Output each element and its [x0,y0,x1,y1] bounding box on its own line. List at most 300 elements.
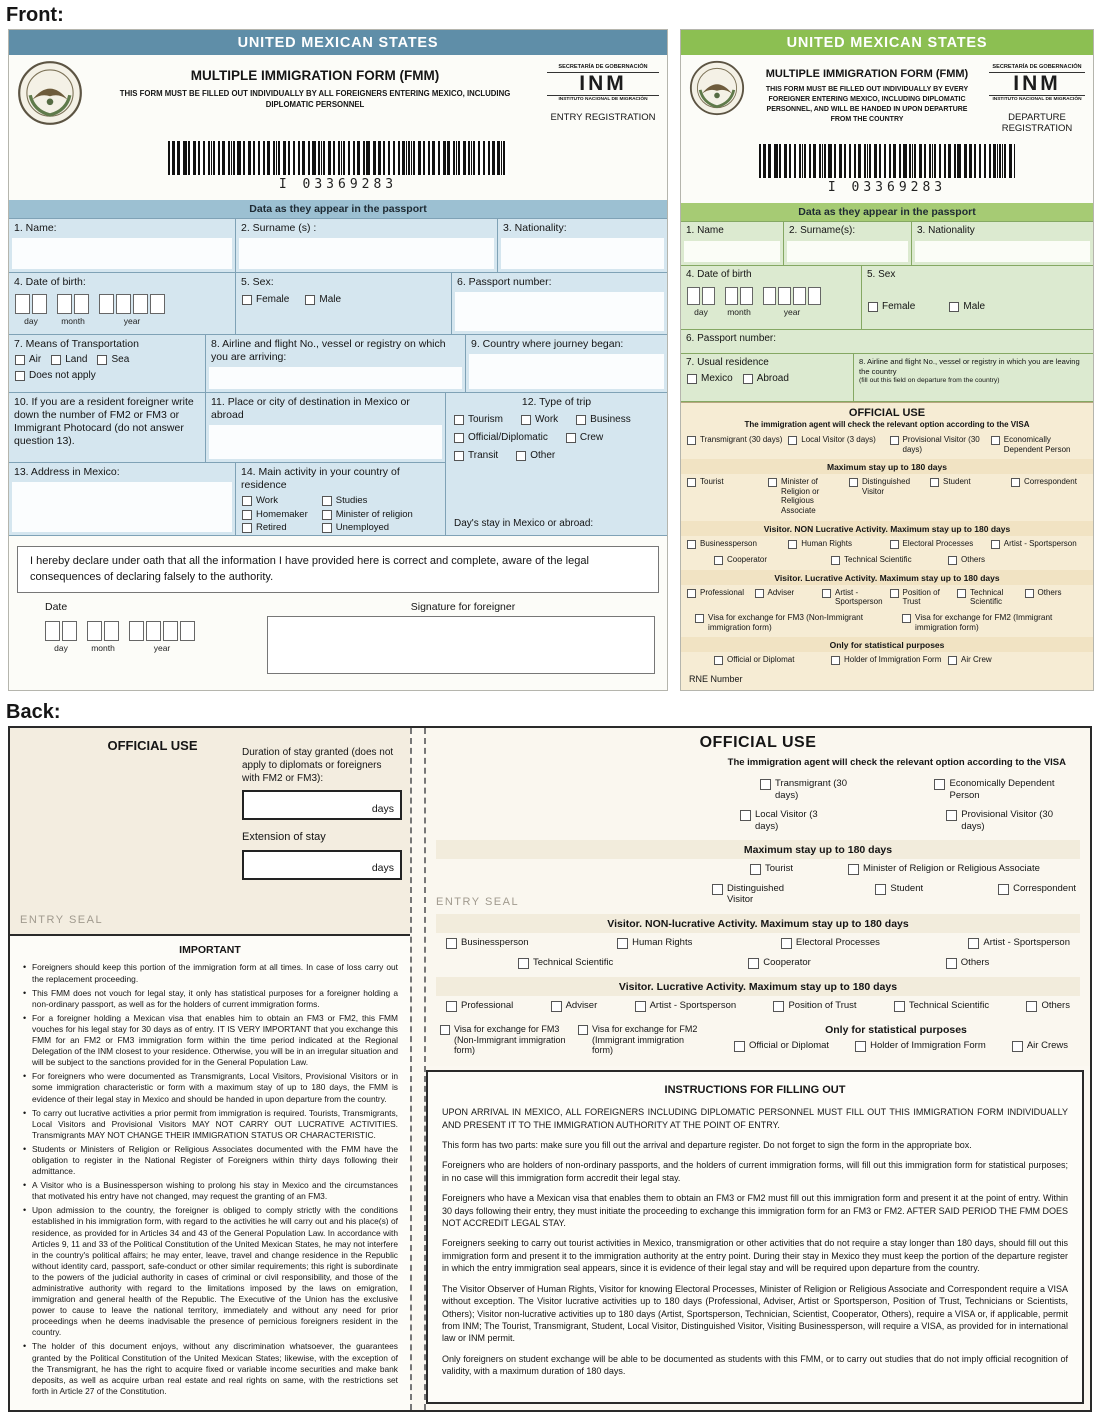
checkbox-label: Adviser [565,999,598,1011]
checkbox[interactable] [902,614,911,623]
checkbox-option [868,301,915,313]
barcode [759,144,1015,178]
checkbox-label: Official or Diplomat [727,655,795,665]
checkbox[interactable] [875,884,886,895]
official-use-title: OFFICIAL USE [848,407,926,420]
visa-exchange-options [681,610,1093,636]
important-bullet: • To carry out lucrative activities a prior permit from immigration is required. Tourists, Transmigrants, Local Visitors and Provisional Visitors MAY NOT CARRY OUT LUCRATIVE ACTIVITIES. Transmigrants MAY NOT CHANGE THEIR IMMIGRATION STATUS OR CHARACTERISTIC. [22,1108,398,1141]
date-digit-box[interactable] [808,287,821,305]
official-use-subtitle: The immigration agent will check the relevant option according to the VISA [744,420,1030,430]
checkbox[interactable] [242,295,252,305]
field-sex: 5. Sex: Female Male [235,273,451,334]
checkbox[interactable] [687,436,696,445]
checkbox-option [890,588,953,607]
date-digit-box[interactable] [133,294,148,314]
barcode-number: I 03369283 [827,180,947,196]
checkbox[interactable] [15,355,25,365]
date-digit-box[interactable] [45,621,60,641]
checkbox[interactable] [768,478,777,487]
instruction-paragraph: UPON ARRIVAL IN MEXICO, ALL FOREIGNERS INCLUDING DIPLOMATIC PERSONNEL MUST FILL OUT THIS IMMIGRATION FORM INDIVIDUALLY AND PRESENT IT TO THE IMMIGRATION AUTHORITY AT THE POINT OF ENTRY. [442,1107,1068,1130]
checkbox[interactable] [446,1001,457,1012]
checkbox-label: Electoral Processes [902,538,974,548]
name-input[interactable] [684,241,780,263]
date-digit-box[interactable] [104,621,119,641]
checkbox-option [946,809,1076,832]
checkbox-option [687,477,763,515]
checkbox[interactable] [322,496,332,506]
field-sex: 5. Sex Female Male [861,266,1093,329]
checkbox-label: Tourist [765,863,793,875]
date-label: Date [45,601,68,614]
field-main-activity: 14. Main activity in your country of residence Work Homemaker Retired Studies Minister of religion Unemployed [235,463,445,535]
important-bullet: • For foreigners who were documented as Transmigrants, Local Visitors, Provisional Visitors or in some immigration characteristic or form with a maximum stay of up to 180 days, the FMM is evidence of their legal stay in Mexico and should be handed in upon departure from the country. [22,1071,398,1104]
checkbox-option [576,414,631,426]
checkbox-option [516,450,555,462]
checkbox[interactable] [748,958,759,969]
field-name [9,219,235,272]
checkbox[interactable] [788,540,797,549]
checkbox-option [712,883,800,906]
checkbox[interactable] [516,451,526,461]
surname-input[interactable] [239,238,494,269]
checkbox-option [991,539,1087,549]
checkbox-option [1025,588,1088,607]
checkbox-label: Abroad [756,372,789,384]
checkbox[interactable] [518,958,529,969]
checkbox[interactable] [242,523,252,533]
checkbox[interactable] [322,510,332,520]
checkbox[interactable] [773,1001,784,1012]
checkbox-option [521,414,558,426]
checkbox-label: Transit [468,450,499,462]
entry-registration-label: ENTRY REGISTRATION [550,112,656,124]
important-bullet: • Students or Ministers of Religion or Religious Associates documented with the FMM have the obligation to register in the National Register of Foreigners within thirty days following their admittance. [22,1144,398,1177]
checkbox-option [890,435,986,454]
checkbox[interactable] [305,295,315,305]
checkbox-option [617,937,692,949]
checkbox-option [930,477,1006,515]
nationality-input[interactable] [915,241,1090,263]
rne-number-label: RNE Number [689,674,743,685]
checkbox-label: Local Visitor (3 days) [755,809,818,832]
checkbox-label: Transmigrant (30 days) [700,435,783,445]
checkbox-label: Provisional Visitor (30 days) [902,435,980,454]
checkbox[interactable] [781,938,792,949]
field-airline-departure: 8. Airline and flight No., vessel or registry in which you are leaving the country (fill out this field on departure from the country) [853,354,1093,401]
date-digit-box[interactable] [687,287,700,305]
date-digit-box[interactable] [87,621,102,641]
checkbox-label: Technical Scientific [533,956,614,968]
important-bullet: • Foreigners should keep this portion of the immigration form at all times. In case of loss carry out the replacement proceeding. [22,962,398,984]
checkbox-option [714,655,826,665]
date-digit-box[interactable] [725,287,738,305]
checkbox[interactable] [948,556,957,565]
checkbox[interactable] [740,810,751,821]
checkbox[interactable] [322,523,332,533]
checkbox[interactable] [635,1001,646,1012]
lucrative-header: Visitor. Lucrative Activity. Maximum stay up to 180 days [436,977,1080,996]
checkbox[interactable] [946,810,957,821]
checkbox-option [948,655,1060,665]
checkbox[interactable] [51,355,61,365]
checkbox-label: Does not apply [29,370,96,382]
front-label: Front: [6,4,64,26]
checkbox[interactable] [578,1025,588,1035]
checkbox-option [998,883,1076,906]
checkbox[interactable] [822,589,831,598]
important-bullet: • The holder of this document enjoys, without any discrimination whatsoever, the guarantees granted by the Political Constitution of the United Mexican States; likewise, with the exception of the Transmigrant, he has the right to acquire fixed or variable income securities and make bank deposits, as well as acquire urban real estate and real rights on same, with the restrictions set forth in Article 27 of the Constitution. [22,1341,398,1396]
checkbox-option [949,301,985,313]
checkbox-option [948,555,1060,565]
checkbox[interactable] [454,415,464,425]
departure-header: UNITED MEXICAN STATES [681,30,1093,55]
checkbox[interactable] [687,540,696,549]
checkbox[interactable] [849,478,858,487]
back-label: Back: [6,701,61,724]
front-page [0,29,1100,697]
statistical-options [681,652,1093,668]
instruction-paragraph: Foreigners who have a Mexican visa that enables them to obtain an FM3 or FM2 must fill out this immigration form and present it at the point of entry. Within 30 days following their entry, they must initiate the proceeding to exchange this immigration form for an FM3 or FM2. AFTER SAID PERIOD THE FMM DOES NOT ACCREDIT LEGAL STAY. [442,1193,1068,1229]
max-stay-options [681,474,1093,518]
checkbox-option [687,539,783,549]
checkbox-option [454,414,503,426]
checkbox-label: Air [29,354,42,366]
field-transportation: 7. Means of Transportation Air Land Sea Does not apply [9,335,205,392]
checkbox-option [894,1000,989,1012]
checkbox-label: Cooperator [727,554,768,564]
date-of-birth-input[interactable]: day month year [681,283,861,319]
checkbox-label: Position of Trust [902,587,940,607]
signature-box[interactable] [267,616,655,674]
checkbox-label: Holder of Immigration Form [844,655,942,665]
date-digit-box[interactable] [740,287,753,305]
checkbox[interactable] [566,433,576,443]
checkbox-option [855,1040,986,1052]
checkbox-label: Businessperson [700,538,757,548]
field-country-began: 9. Country where journey began: [465,335,667,392]
checkbox-label: Sea [111,354,130,366]
checkbox-label: Homemaker [256,508,308,520]
checkbox[interactable] [1011,478,1020,487]
checkbox[interactable] [957,589,966,598]
date-digit-box[interactable] [32,294,47,314]
visa-options-row2 [736,805,1080,836]
signature-label: Signature for foreigner [410,601,516,614]
checkbox-label: Technical Scientific [970,587,1004,607]
checkbox[interactable] [991,540,1000,549]
checkbox-label: Tourist [700,477,724,487]
checkbox[interactable] [868,302,878,312]
date-digit-box[interactable] [146,621,161,641]
checkbox[interactable] [1026,1001,1037,1012]
field-surname-label: 2. Surname (s) : [241,222,317,234]
checkbox-label: Student [943,477,971,487]
checkbox-option [849,477,925,515]
departure-registration-label: DEPARTURE REGISTRATION [1001,112,1073,135]
checkbox[interactable] [855,1041,866,1052]
date-digit-box[interactable] [62,621,77,641]
checkbox-label: Electoral Processes [795,936,880,948]
departure-form-subtitle: THIS FORM MUST BE FILLED OUT INDIVIDUALLY BY EVERY FOREIGNER ENTERING MEXICO, INCLUDING DIPLOMATIC PERSONNEL, AND WILL BE HANDED IN UPON DEPARTURE FROM THE COUNTRY [765,86,969,124]
date-digit-box[interactable] [57,294,72,314]
checkbox-option [687,588,750,607]
checkbox[interactable] [242,510,252,520]
field-name: 1. Name [681,222,783,265]
nonlucrative-header: Visitor. NON-lucrative Activity. Maximum stay up to 180 days [436,914,1080,933]
checkbox-option [242,294,289,306]
checkbox[interactable] [714,556,723,565]
checkbox[interactable] [440,1025,450,1035]
back-page [8,726,1092,1411]
checkbox-option [454,450,498,462]
checkbox-option [748,957,811,969]
checkbox-option [934,778,1076,801]
lucrative-options [436,996,1080,1016]
field-usual-residence: 7. Usual residence Mexico Abroad [681,354,853,401]
declaration-text: I hereby declare under oath that all the information I have provided here is correct and complete, aware of the legal consequences of declaring falsely to the authority. [17,546,659,593]
back-right-official-use [426,728,1090,1066]
instructions-title: INSTRUCTIONS FOR FILLING OUT [664,1084,846,1097]
checkbox[interactable] [894,1001,905,1012]
checkbox[interactable] [97,355,107,365]
checkbox[interactable] [991,436,1000,445]
date-digit-box[interactable] [99,294,114,314]
checkbox[interactable] [15,371,25,381]
checkbox-option [635,1000,737,1012]
checkbox-label: Unemployed [335,522,390,534]
checkbox[interactable] [446,938,457,949]
checkbox-option [446,1000,513,1012]
checkbox[interactable] [890,540,899,549]
checkbox-option [578,1024,706,1056]
checkbox[interactable] [576,415,586,425]
checkbox[interactable] [712,884,723,895]
max-stay-header: Maximum stay up to 180 days [681,459,1093,474]
days-label: days [371,802,394,815]
checkbox-label: Visa for exchange for FM2 (Immigrant immigration form) [915,612,1053,632]
checkbox-label: Crew [579,432,604,444]
checkbox[interactable] [242,496,252,506]
checkbox[interactable] [946,958,957,969]
trip-options-row2 [446,428,667,446]
checkbox[interactable] [948,656,957,665]
checkbox[interactable] [831,556,840,565]
checkbox[interactable] [755,589,764,598]
checkbox-label: Work [256,495,278,507]
field-name-label: 1. Name: [14,222,57,234]
checkbox-label: Distinguished Visitor [727,883,785,906]
name-input[interactable] [12,238,232,269]
checkbox[interactable] [760,779,771,790]
date-digit-box[interactable] [763,287,776,305]
checkbox-option [734,1040,829,1052]
checkbox-option [890,539,986,549]
field-trip-type: 12. Type of trip Tourism Work Business Official/Diplomatic Crew Transit Other Day's stay in Mexico or abroad: [446,393,667,535]
field-nationality-label: 3. Nationality: [503,222,567,234]
checkbox[interactable] [1012,1041,1023,1052]
checkbox[interactable] [890,436,899,445]
checkbox-label: Female [882,300,916,312]
checkbox[interactable] [695,614,704,623]
checkbox-label: Economically Dependent Person [1003,435,1071,454]
checkbox-label: Cooperator [763,956,811,968]
field-nationality: 3. Nationality [911,222,1093,265]
date-digit-box[interactable] [129,621,144,641]
checkbox[interactable] [454,451,464,461]
surname-input[interactable] [787,241,908,263]
checkbox-option [831,655,943,665]
checkbox-option [773,1000,856,1012]
duration-days-box[interactable] [242,790,402,820]
checkbox-option [788,435,884,454]
checkbox-label: Artist - Sportsperson [649,999,737,1011]
checkbox-option [454,432,548,444]
checkbox[interactable] [1025,589,1034,598]
nonlucrative-options-row2 [681,552,1093,568]
back-left-official-use [10,728,410,936]
destination-input[interactable] [209,425,442,459]
checkbox-label: Minister of Religion or Religious Associate [781,477,820,516]
checkbox[interactable] [734,1041,745,1052]
checkbox-option [957,588,1020,607]
inm-sublabel: INSTITUTO NACIONAL DE MIGRACIÓN [547,95,659,102]
checkbox-option [768,477,844,515]
checkbox-label: Minister of Religion or Religious Associate [862,863,1040,875]
days-stay-label: Day's stay in Mexico or abroad: [454,518,594,530]
checkbox[interactable] [998,884,1009,895]
date-digit-box[interactable] [15,294,30,314]
date-digit-box[interactable] [778,287,791,305]
checkbox-label: Transmigrant (30 days) [775,778,847,801]
date-digit-box[interactable] [793,287,806,305]
checkbox-label: Adviser [767,587,795,597]
airline-input[interactable] [209,367,462,389]
sex-options [236,290,451,310]
checkbox[interactable] [848,864,859,875]
country-began-input[interactable] [469,354,664,389]
checkbox[interactable] [617,938,628,949]
checkbox[interactable] [521,415,531,425]
statistical-header: Only for statistical purposes [681,637,1093,652]
checkbox-label: Retired [256,522,287,534]
date-digit-box[interactable] [150,294,165,314]
checkbox[interactable] [949,302,959,312]
checkbox-label: Professional [461,999,514,1011]
passport-number-input[interactable] [455,292,664,331]
checkbox-label: Visa for exchange for FM3 (Non-Immigrant immigration form) [454,1023,566,1056]
extension-days-box[interactable] [242,850,402,880]
checkbox-label: Mexico [701,372,733,384]
nonlucrative-options-row1 [681,536,1093,552]
checkbox[interactable] [934,779,945,790]
checkbox-label: Local Visitor (3 days) [801,435,876,445]
secretaria-label: SECRETARÍA DE GOBERNACIÓN [547,64,659,73]
field-surname [235,219,497,272]
checkbox-option [781,937,880,949]
checkbox[interactable] [687,374,697,384]
back-left-section [10,728,412,1409]
checkbox[interactable] [687,589,696,598]
checkbox-label: Professional [700,587,745,597]
date-digit-box[interactable] [702,287,715,305]
field-date-of-birth: 4. Date of birth: day month year [9,273,235,334]
date-digit-box[interactable] [74,294,89,314]
checkbox-option [968,937,1070,949]
checkbox-label: Female [256,294,290,306]
nonlucrative-options-row2 [514,953,1080,973]
nationality-input[interactable] [501,238,664,269]
checkbox-label: Holder of Immigration Form [870,1039,986,1051]
checkbox[interactable] [788,436,797,445]
back-right-section [424,728,1090,1409]
field-passport-number: 6. Passport number: [681,330,1093,353]
checkbox-label: Air Crew [961,655,992,665]
important-bullet-list [22,962,398,1396]
entry-form [8,29,668,691]
checkbox-option [875,883,923,906]
sex-options [862,297,1093,317]
statistical-header: Only for statistical purposes [825,1023,967,1036]
checkbox-option [1011,477,1087,515]
checkbox[interactable] [831,656,840,665]
checkbox[interactable] [551,1001,562,1012]
checkbox-label: Visa for exchange for FM3 (Non-Immigrant immigration form) [708,612,864,632]
checkbox-label: Official or Diplomat [749,1039,830,1051]
date-digit-box[interactable] [180,621,195,641]
checkbox[interactable] [687,478,696,487]
checkbox-label: Work [535,414,559,426]
checkbox-label: Distinguished Visitor [862,477,911,496]
checkbox-label: Others [961,554,986,564]
important-section [10,936,410,1409]
checkbox[interactable] [743,374,753,384]
inm-sublabel: INSTITUTO NACIONAL DE MIGRACIÓN [989,95,1085,102]
checkbox-label: Land [65,354,88,366]
address-input[interactable] [12,482,232,532]
checkbox-option [446,937,529,949]
transport-na-option [9,368,205,384]
date-of-birth-input[interactable]: day month year [9,290,235,328]
checkbox-option [566,432,603,444]
residence-options [681,371,853,387]
checkbox-option [755,588,818,607]
checkbox[interactable] [454,433,464,443]
checkbox-option [695,613,872,633]
signature-date-input[interactable]: day month year [45,617,267,655]
departure-form [680,29,1094,691]
checkbox-option [1026,1000,1070,1012]
extension-of-stay-label: Extension of stay [242,831,326,844]
checkbox[interactable] [750,864,761,875]
checkbox-option [305,294,341,306]
checkbox-label: Artist - Sportsperson [983,936,1070,948]
checkbox[interactable] [930,478,939,487]
field-passport-number: 6. Passport number: [451,273,667,334]
checkbox-option [242,509,308,520]
date-digit-box[interactable] [116,294,131,314]
checkbox[interactable] [714,656,723,665]
coat-of-arms-icon [689,60,745,121]
checkbox[interactable] [890,589,899,598]
barcode [168,141,508,175]
date-digit-box[interactable] [163,621,178,641]
trip-options-row3 [446,446,667,464]
instruction-paragraph: Only foreigners on student exchange will be able to be documented as students with this FMM, or to carry out studies that do not imply official recognition of validity, with a maximum duration of 180 days. [442,1353,1068,1377]
inm-logo: INM [1013,72,1061,95]
checkbox[interactable] [968,938,979,949]
passport-data-bar: Data as they appear in the passport [681,203,1093,221]
checkbox-label: Others [1037,587,1062,597]
